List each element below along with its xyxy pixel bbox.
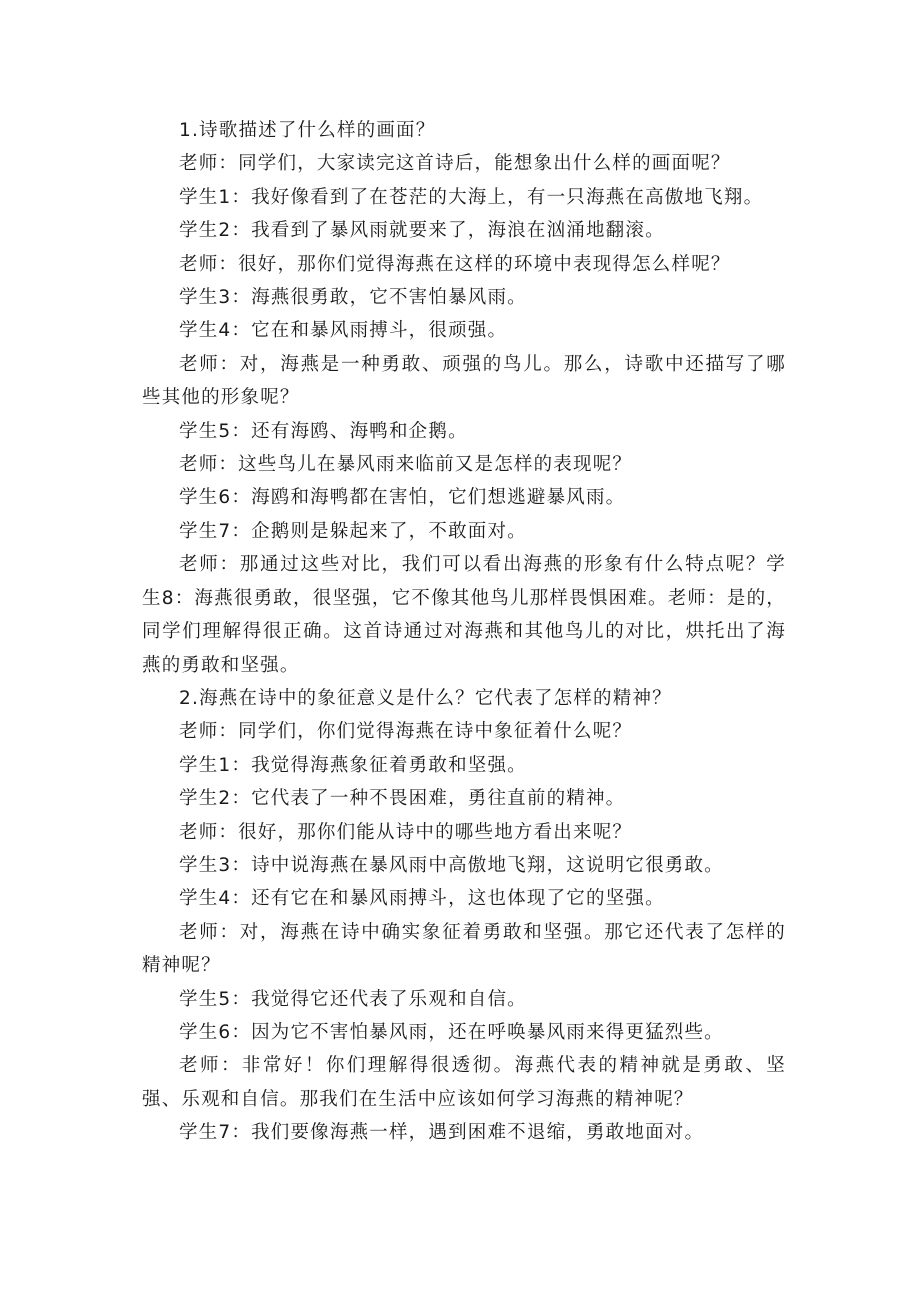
question-heading: 2.海燕在诗中的象征意义是什么？它代表了怎样的精神？ (179, 687, 672, 709)
dialogue-line: 学生1：我好像看到了在苍茫的大海上，有一只海燕在高傲地飞翔。 (179, 186, 764, 208)
dialogue-line: 老师：这些鸟儿在暴风雨来临前又是怎样的表现呢？ (179, 454, 633, 476)
dialogue-line: 学生7：企鹅则是躲起来了，不敢面对。 (179, 520, 527, 542)
dialogue-line: 学生4：还有它在和暴风雨搏斗，这也体现了它的坚强。 (179, 888, 665, 910)
dialogue-line: 学生6：因为它不害怕暴风雨，还在呼唤暴风雨来得更猛烈些。 (179, 1021, 724, 1043)
dialogue-line: 学生4：它在和暴风雨搏斗，很顽强。 (179, 320, 508, 342)
dialogue-line: 学生3：诗中说海燕在暴风雨中高傲地飞翔，这说明它很勇敢。 (179, 854, 724, 876)
dialogue-line: 老师：非常好！你们理解得很透彻。海燕代表的精神就是勇敢、坚强、乐观和自信。那我们在生活中应该如何学习海燕的精神呢？ (142, 1055, 786, 1110)
dialogue-line: 老师：同学们，大家读完这首诗后，能想象出什么样的画面呢？ (179, 153, 731, 175)
dialogue-line: 老师：很好，那你们觉得海燕在这样的环境中表现得怎么样呢？ (179, 253, 731, 275)
document-body (142, 114, 786, 1150)
dialogue-line: 学生2：我看到了暴风雨就要来了，海浪在汹涌地翻滚。 (179, 220, 665, 242)
dialogue-line: 老师：很好，那你们能从诗中的哪些地方看出来呢？ (179, 821, 633, 843)
dialogue-line: 老师：同学们，你们觉得海燕在诗中象征着什么呢？ (179, 721, 633, 743)
dialogue-line: 老师：对，海燕是一种勇敢、顽强的鸟儿。那么，诗歌中还描写了哪些其他的形象呢？ (142, 353, 786, 409)
dialogue-line: 学生5：我觉得它还代表了乐观和自信。 (179, 988, 527, 1010)
dialogue-line: 学生6：海鸥和海鸭都在害怕，它们想逃避暴风雨。 (179, 487, 626, 509)
dialogue-line: 学生1：我觉得海燕象征着勇敢和坚强。 (179, 754, 527, 776)
dialogue-line: 学生3：海燕很勇敢，它不害怕暴风雨。 (179, 287, 527, 309)
dialogue-line: 学生5：还有海鸥、海鸭和企鹅。 (179, 420, 468, 442)
dialogue-line: 学生2：它代表了一种不畏困难，勇往直前的精神。 (179, 788, 626, 810)
dialogue-line: 老师：那通过这些对比，我们可以看出海燕的形象有什么特点呢？学生8：海燕很勇敢，很坚强，它不像其他鸟儿那样畏惧困难。老师：是的，同学们理解得很正确。这首诗通过对海燕和其他鸟儿的对比，烘托出了海燕的勇敢和坚强。 (142, 554, 786, 676)
dialogue-line: 老师：对，海燕在诗中确实象征着勇敢和坚强。那它还代表了怎样的精神呢？ (142, 921, 786, 977)
dialogue-line: 学生7：我们要像海燕一样，遇到困难不退缩，勇敢地面对。 (179, 1122, 705, 1144)
question-heading: 1.诗歌描述了什么样的画面？ (179, 120, 436, 141)
